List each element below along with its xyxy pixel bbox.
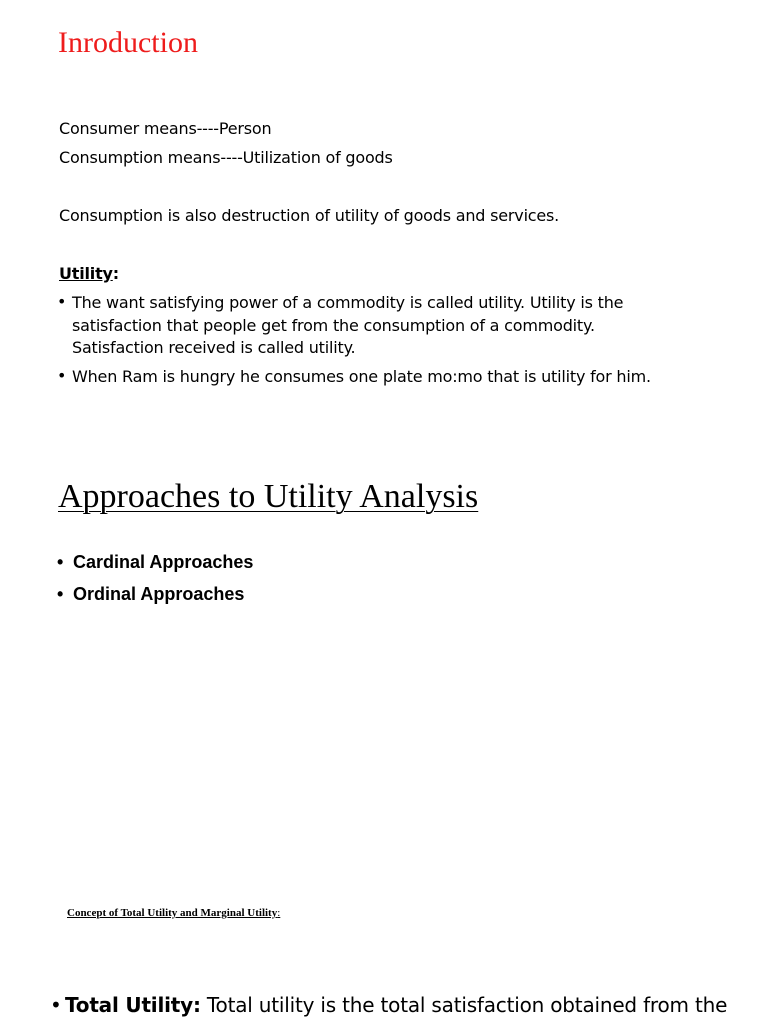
bullet-line: The want satisfying power of a commodity is called utility. Utility is the [72, 293, 624, 312]
approach-item-label: Cardinal Approaches [73, 552, 254, 572]
bullet-line: Satisfaction received is called utility. [72, 338, 356, 357]
bullet-line: When Ram is hungry he consumes one plate mo:mo that is utility for him. [72, 367, 651, 386]
bullet-text [72, 292, 623, 360]
introduction-title: Inroduction [58, 26, 198, 59]
total-utility-text [65, 993, 727, 1017]
utility-heading [59, 264, 119, 283]
bullet-dot: • [57, 552, 64, 572]
bullet-dot: • [57, 366, 67, 385]
bullet-dot: • [57, 292, 67, 311]
consumption-destruction-statement: Consumption is also destruction of utility of goods and services. [59, 206, 560, 225]
concept-heading-label: Concept of Total Utility and Marginal Utility [67, 907, 278, 919]
bullet-dot: • [50, 993, 62, 1017]
bullet-line: satisfaction that people get from the consumption of a commodity. [72, 315, 595, 335]
total-utility-definition: Total utility is the total satisfaction obtained from the [200, 993, 728, 1017]
concept-heading [67, 907, 280, 919]
consumption-definition: Consumption means----Utilization of goods [59, 148, 393, 167]
approach-item-label: Ordinal Approaches [73, 584, 245, 604]
approaches-title: Approaches to Utility Analysis [58, 478, 479, 515]
consumer-definition: Consumer means----Person [59, 119, 272, 138]
bullet-dot: • [57, 584, 64, 604]
total-utility-term: Total Utility: [65, 993, 201, 1017]
bullet-text [72, 366, 651, 389]
utility-heading-label: Utility [59, 264, 113, 283]
concept-heading-colon: : [277, 907, 281, 919]
utility-heading-colon: : [112, 264, 119, 283]
